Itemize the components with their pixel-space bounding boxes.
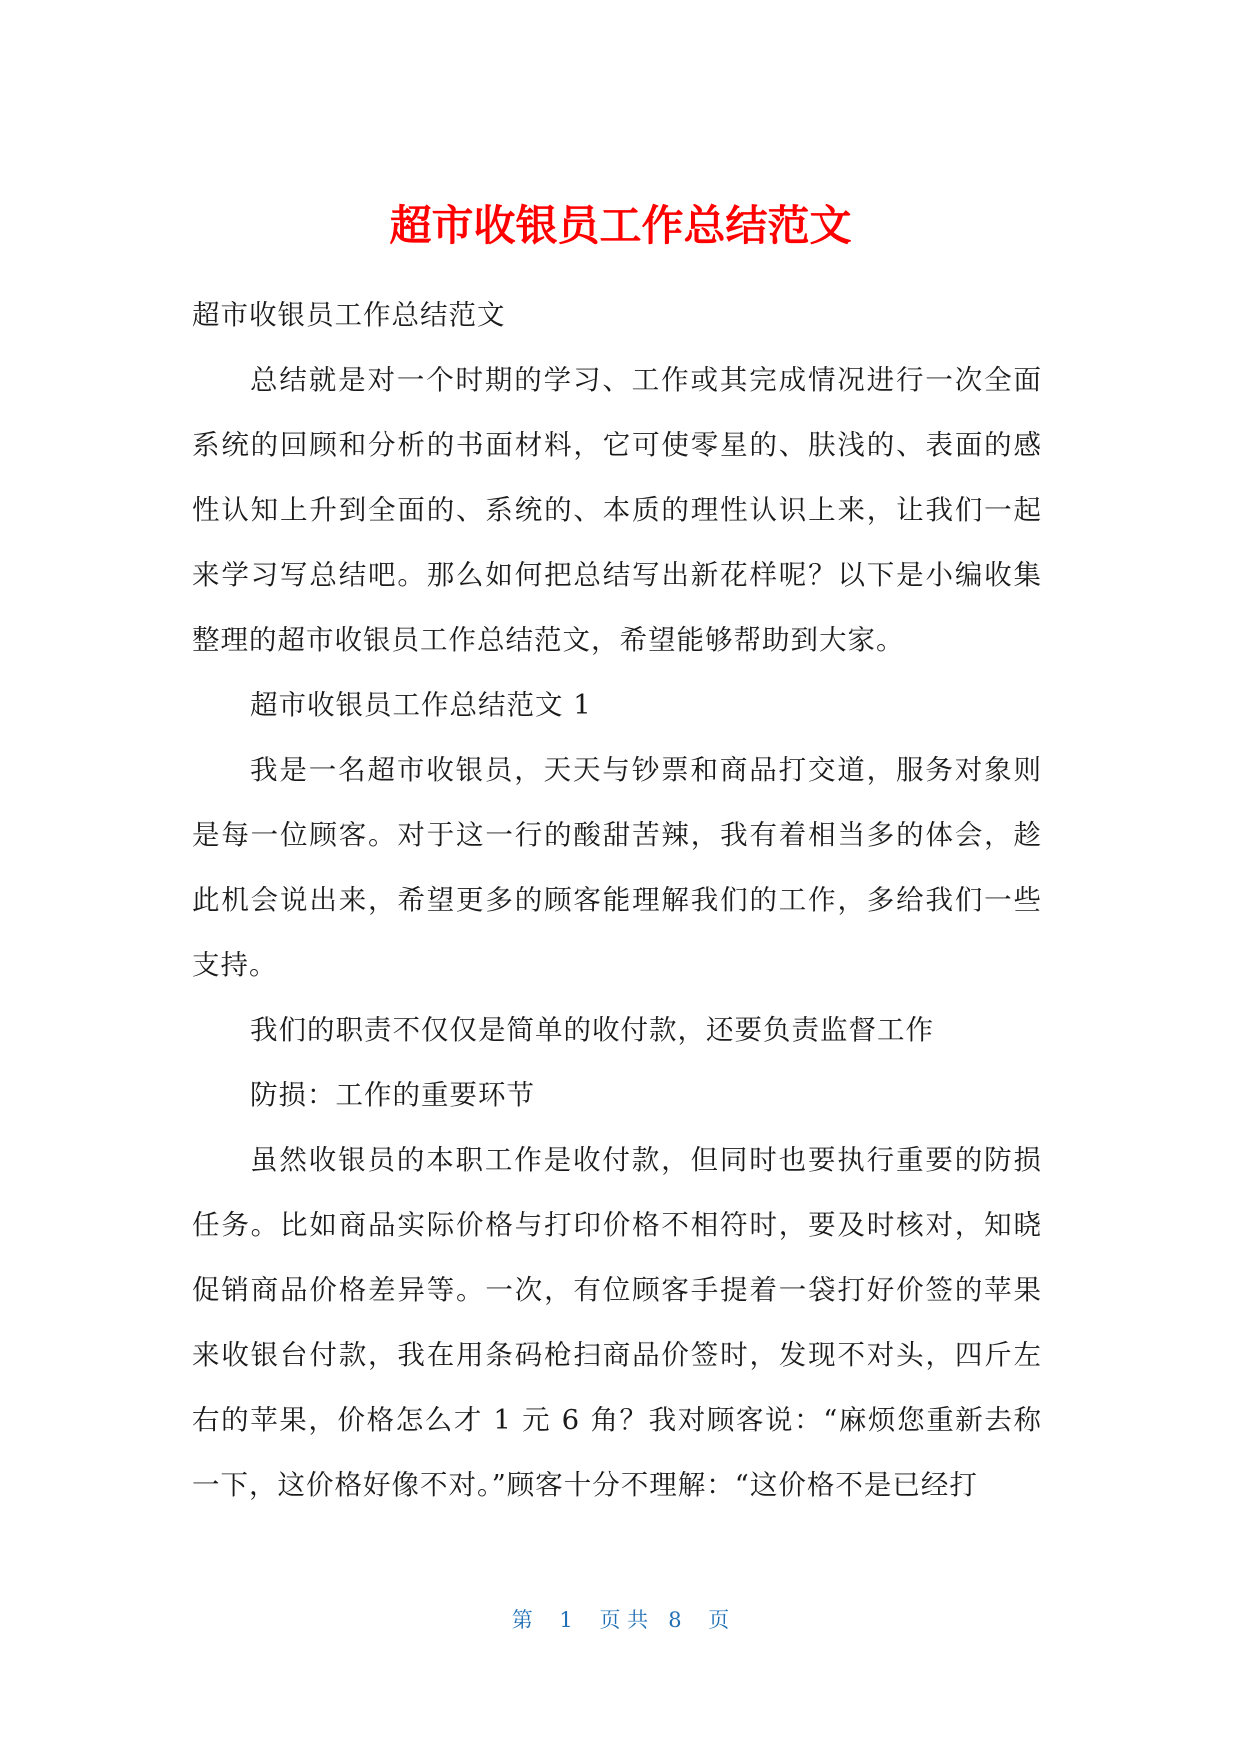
paragraph-duties: 我们的职责不仅仅是简单的收付款，还要负责监督工作 — [250, 1014, 934, 1046]
footer-suffix: 页 — [708, 1608, 730, 1632]
paragraph-intro: 总结就是对一个时期的学习、工作或其完成情况进行一次全面系统的回顾和分析的书面材料，它可使零星的、肤浅的、表面的感性认知上升到全面的、系统的、本质的理性认识上来，让我们一起来学习写总结吧。那么如何把总结写出新花样呢？以下是小编收集整理的超市收银员工作总结范文，希望能够帮助到大家。 — [192, 364, 1042, 656]
paragraph-section-heading: 超市收银员工作总结范文 1 — [250, 689, 592, 721]
paragraph-subtitle: 超市收银员工作总结范文 — [192, 299, 506, 331]
document-title: 超市收银员工作总结范文 — [389, 201, 852, 250]
document-body — [192, 283, 1042, 1518]
footer-prefix: 第 — [511, 1608, 533, 1632]
footer-total-pages: 8 — [668, 1608, 682, 1632]
page-footer — [0, 1605, 1241, 1635]
footer-current-page: 1 — [559, 1608, 573, 1632]
paragraph-loss-prevention-heading: 防损：工作的重要环节 — [250, 1079, 535, 1111]
paragraph-self-intro: 我是一名超市收银员，天天与钞票和商品打交道，服务对象则是每一位顾客。对于这一行的酸甜苦辣，我有着相当多的体会，趁此机会说出来，希望更多的顾客能理解我们的工作，多给我们一些支持。 — [192, 754, 1042, 981]
footer-middle: 页 共 — [599, 1608, 649, 1632]
paragraph-loss-prevention: 虽然收银员的本职工作是收付款，但同时也要执行重要的防损任务。比如商品实际价格与打印价格不相符时，要及时核对，知晓促销商品价格差异等。一次，有位顾客手提着一袋打好价签的苹果来收银台付款，我在用条码枪扫商品价签时，发现不对头，四斤左右的苹果，价格怎么才 1 元 6 角？我对顾客说：“麻烦您重新去称一下，这价格好像不对。”顾客十分不理解：“这价格不是已经打 — [192, 1144, 1042, 1501]
